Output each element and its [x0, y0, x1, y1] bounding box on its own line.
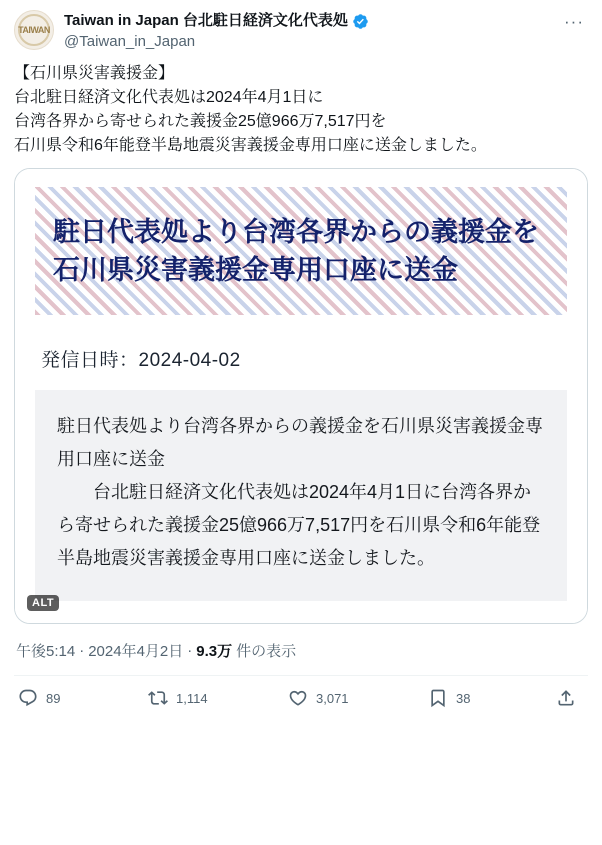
media-banner-title: 駐日代表処より台湾各界からの義援金を石川県災害義援金専用口座に送金 — [53, 217, 539, 285]
retweet-count: 1,114 — [176, 690, 208, 706]
reply-icon — [18, 688, 38, 708]
media-note-heading: 駐日代表処より台湾各界からの義援金を石川県災害義援金専用口座に送金 — [57, 416, 543, 469]
reply-button[interactable] — [18, 688, 148, 708]
views-label: 件の表示 — [236, 643, 297, 660]
account-name-line — [64, 11, 550, 31]
tweet-date: 2024年4月2日 — [88, 643, 184, 660]
like-icon — [288, 688, 308, 708]
views-count: 9.3万 — [196, 643, 233, 660]
reply-count: 89 — [46, 690, 61, 706]
tweet-text-line-3: 台湾各界から寄せられた義援金25億966万7,517円を — [14, 113, 387, 130]
retweet-button[interactable] — [148, 688, 288, 708]
bookmark-count: 38 — [456, 690, 471, 706]
like-count: 3,071 — [316, 690, 349, 706]
tweet-media-card[interactable] — [14, 168, 588, 624]
media-banner — [35, 187, 567, 315]
meta-separator-2: · — [187, 642, 193, 659]
tweet-meta — [14, 624, 588, 676]
more-options-icon[interactable]: ··· — [564, 12, 584, 31]
avatar[interactable] — [14, 10, 54, 50]
media-note-box — [35, 390, 567, 601]
tweet-action-bar — [14, 676, 588, 718]
tweet-text-line-4: 石川県令和6年能登半島地震災害義援金専用口座に送金しました。 — [14, 137, 487, 154]
media-image-content — [15, 169, 587, 623]
account-info — [64, 10, 550, 52]
media-date-label: 発信日時：2024-04-02 — [41, 350, 241, 371]
share-button[interactable] — [556, 688, 584, 708]
tweet-text-line-2: 台北駐日経済文化代表処は2024年4月1日に — [14, 89, 324, 106]
account-display-name[interactable]: Taiwan in Japan 台北駐日経済文化代表処 — [64, 12, 348, 29]
meta-separator-1: · — [79, 642, 85, 659]
verified-badge-icon — [352, 13, 369, 30]
bookmark-icon — [428, 688, 448, 708]
tweet-time: 午後5:14 — [16, 643, 76, 660]
tweet-header — [14, 10, 588, 56]
alt-badge[interactable]: ALT — [27, 595, 59, 611]
tweet-text-line-1: 【石川県災害義援金】 — [14, 65, 175, 82]
avatar-label: TAIWAN — [18, 25, 50, 35]
media-note-body: 台北駐日経済文化代表処は2024年4月1日に台湾各界から寄せられた義援金25億966万7,517円を石川県令和6年能登半島地震災害義援金専用口座に送金しました。 — [57, 482, 541, 568]
account-handle[interactable]: @Taiwan_in_Japan — [64, 33, 196, 50]
share-icon — [556, 688, 576, 708]
bookmark-button[interactable] — [428, 688, 538, 708]
like-button[interactable] — [288, 688, 428, 708]
retweet-icon — [148, 688, 168, 708]
tweet-text — [14, 56, 588, 168]
